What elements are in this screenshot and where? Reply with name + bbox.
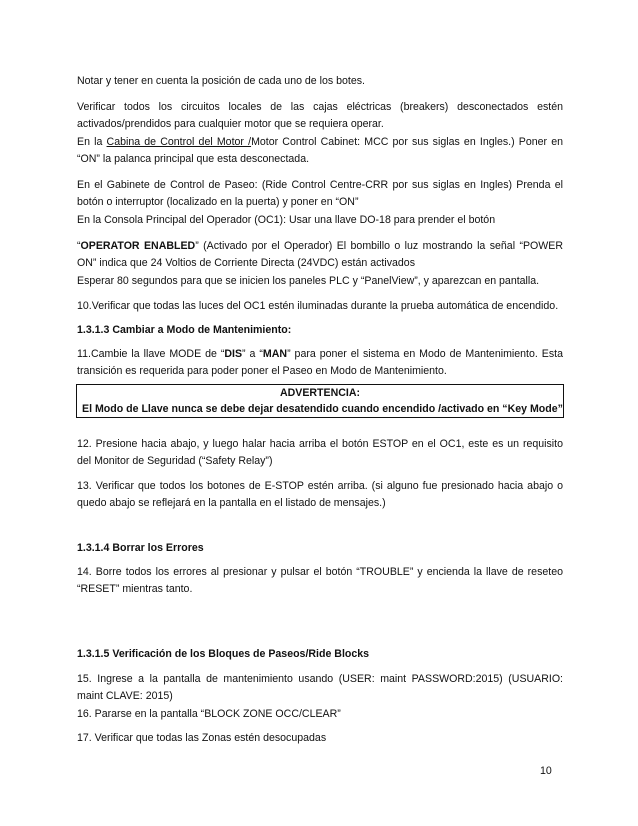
text-segment: ” para poner el sistema en Modo de Mantenimiento. Esta transición es requerida para poder poner el Paseo en Modo de Mantenimiento.	[77, 348, 563, 377]
text-segment: ” a “	[242, 348, 263, 360]
section-heading-clear-errors: 1.3.1.4 Borrar los Errores	[77, 542, 204, 554]
mcc-underlined-term: Cabina de Control del Motor /	[106, 136, 252, 148]
paragraph-note-boats: Notar y tener en cuenta la posición de cada uno de los botes.	[77, 75, 365, 87]
paragraph-verify-zones: 17. Verificar que todas las Zonas estén desocupadas	[77, 732, 327, 744]
text-segment: En la	[77, 136, 107, 148]
page-number: 10	[540, 765, 552, 777]
paragraph-verify-lights: 10.Verificar que todas las luces del OC1 estén iluminadas durante la prueba automática de encendido.	[77, 300, 559, 312]
text-segment: ” (Activado por el Operador) El bombillo o luz mostrando la señal “POWER ON” indica que 24 Voltios de Corriente Directa (24VDC) están activados	[77, 240, 563, 269]
man-term: MAN	[262, 348, 288, 360]
paragraph-wait-plc: Esperar 80 segundos para que se inicien los paneles PLC y “PanelView”, y aparezcan en pantalla.	[77, 275, 540, 287]
paragraph-block-zone: 16. Pararse en la pantalla “BLOCK ZONE OCC/CLEAR”	[77, 708, 341, 720]
paragraph-maintenance-login: 15. Ingrese a la pantalla de mantenimiento usando (USER: maint PASSWORD:2015) (USUARIO: maint CLAVE: 2015)	[77, 673, 563, 702]
paragraph-mode-key	[77, 346, 563, 380]
warning-box	[76, 384, 564, 418]
paragraph-estop: 12. Presione hacia abajo, y luego halar hacia arriba el botón ESTOP en el OC1, este es un requisito del Monitor de Seguridad (“Safety Relay”)	[77, 438, 563, 467]
text-segment: “	[77, 240, 81, 252]
paragraph-operator-console: En la Consola Principal del Operador (OC1): Usar una llave DO-18 para prender el botón	[77, 214, 496, 226]
text-segment: Motor Control Cabinet: MCC por sus siglas en Ingles.) Poner en “ON” la palanca principal que esta desconectada.	[77, 136, 564, 165]
text-segment: 11.Cambie la llave MODE de “	[77, 348, 225, 360]
dis-term: DIS	[224, 348, 243, 360]
paragraph-verify-breakers: Verificar todos los circuitos locales de las cajas eléctricas (breakers) desconectados estén activados/prendidos para cualquier motor que se requiera operar.	[77, 101, 563, 130]
warning-title: ADVERTENCIA:	[279, 387, 361, 399]
warning-text: El Modo de Llave nunca se debe dejar desatendido cuando encendido /activado en “Key Mode”	[82, 403, 563, 415]
paragraph-operator-enabled	[77, 238, 563, 272]
paragraph-clear-errors: 14. Borre todos los errores al presionar y pulsar el botón “TROUBLE” y encienda la llave de reseteo “RESET” mientras tanto.	[77, 566, 563, 595]
section-heading-maintenance-mode: 1.3.1.3 Cambiar a Modo de Mantenimiento:	[77, 324, 292, 336]
paragraph-ride-control: En el Gabinete de Control de Paseo: (Ride Control Centre-CRR por sus siglas en Ingles) Prenda el botón o interruptor (localizado en la puerta) y poner en “ON”	[77, 179, 563, 208]
paragraph-verify-estop: 13. Verificar que todos los botones de E-STOP estén arriba. (si alguno fue presionado hacia abajo o quedo abajo se reflejará en la pantalla en el listado de mensajes.)	[77, 480, 563, 509]
operator-enabled-term: OPERATOR ENABLED	[80, 240, 196, 252]
paragraph-mcc	[77, 134, 563, 168]
section-heading-ride-blocks: 1.3.1.5 Verificación de los Bloques de Paseos/Ride Blocks	[77, 648, 370, 660]
